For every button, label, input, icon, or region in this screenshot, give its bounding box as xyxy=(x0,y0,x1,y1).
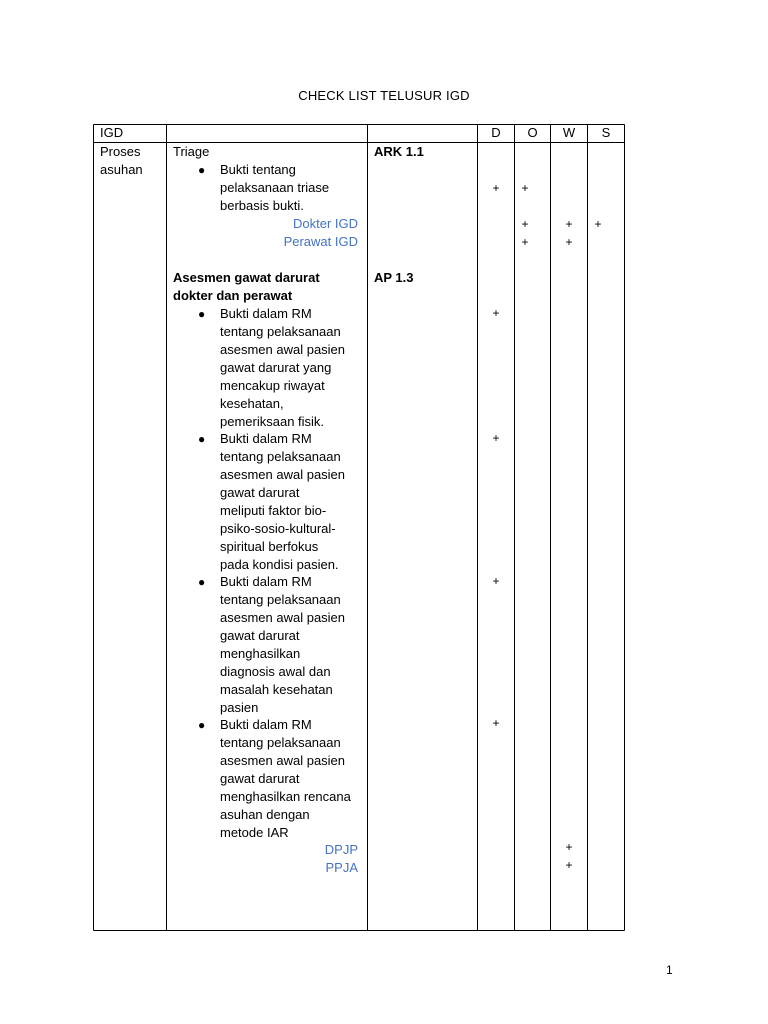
asesmen-line: menghasilkan xyxy=(220,646,301,661)
check-mark-w: + xyxy=(565,840,573,854)
asesmen-role-ppja: PPJA xyxy=(325,860,358,875)
triage-line: Bukti tentang xyxy=(220,162,296,177)
asesmen-line: gawat darurat yang xyxy=(220,360,332,375)
check-mark-d: + xyxy=(492,306,500,320)
asesmen-line: metode IAR xyxy=(220,825,289,840)
header-igd: IGD xyxy=(100,125,124,140)
asesmen-line: Bukti dalam RM xyxy=(220,717,312,732)
asesmen-line: psiko-sosio-kultural- xyxy=(220,521,336,536)
triage-heading: Triage xyxy=(173,144,210,159)
asesmen-line: mencakup riwayat xyxy=(220,378,325,393)
asesmen-role-dpjp: DPJP xyxy=(324,842,358,857)
check-mark-w: + xyxy=(565,235,573,249)
bullet-icon: ● xyxy=(198,432,206,446)
asesmen-line: pasien xyxy=(220,700,259,715)
asesmen-ref: AP 1.3 xyxy=(374,270,414,285)
asesmen-line: tentang pelaksanaan xyxy=(220,735,341,750)
asesmen-line: gawat darurat xyxy=(220,485,300,500)
asesmen-line: Bukti dalam RM xyxy=(220,306,312,321)
header-s: S xyxy=(601,125,611,140)
check-mark-w: + xyxy=(565,217,573,231)
check-mark-d: + xyxy=(492,716,500,730)
asesmen-line: menghasilkan rencana xyxy=(220,789,351,804)
bullet-icon: ● xyxy=(198,307,206,321)
bullet-icon: ● xyxy=(198,575,206,589)
triage-line: pelaksanaan triase xyxy=(220,180,330,195)
asesmen-line: pemeriksaan fisik. xyxy=(220,414,325,429)
asesmen-line: meliputi faktor bio- xyxy=(220,503,327,518)
asesmen-heading-line2: dokter dan perawat xyxy=(173,288,293,303)
asesmen-line: kesehatan, xyxy=(220,396,284,411)
asesmen-line: asesmen awal pasien xyxy=(220,342,346,357)
asesmen-line: gawat darurat xyxy=(220,628,300,643)
asesmen-line: gawat darurat xyxy=(220,771,300,786)
header-o: O xyxy=(527,125,538,140)
asesmen-line: asesmen awal pasien xyxy=(220,467,346,482)
asesmen-heading-line1: Asesmen gawat darurat xyxy=(173,270,320,285)
asesmen-line: asesmen awal pasien xyxy=(220,610,346,625)
check-mark-w: + xyxy=(565,858,573,872)
asesmen-line: tentang pelaksanaan xyxy=(220,449,341,464)
page-title: CHECK LIST TELUSUR IGD xyxy=(298,88,470,103)
asesmen-line: diagnosis awal dan xyxy=(220,664,331,679)
row-label-line1: Proses xyxy=(100,144,141,159)
asesmen-line: asesmen awal pasien xyxy=(220,753,346,768)
triage-ref: ARK 1.1 xyxy=(374,144,424,159)
page-number: 1 xyxy=(666,963,673,977)
check-mark-d: + xyxy=(492,181,500,195)
triage-role-dokter: Dokter IGD xyxy=(292,216,358,231)
asesmen-line: Bukti dalam RM xyxy=(220,431,312,446)
header-d: D xyxy=(491,125,501,140)
asesmen-line: asuhan dengan xyxy=(220,807,310,822)
asesmen-line: spiritual berfokus xyxy=(220,539,319,554)
check-mark-s: + xyxy=(594,217,602,231)
asesmen-line: tentang pelaksanaan xyxy=(220,592,341,607)
asesmen-line: tentang pelaksanaan xyxy=(220,324,341,339)
triage-role-perawat: Perawat IGD xyxy=(283,234,358,249)
row-label-line2: asuhan xyxy=(100,162,143,177)
header-w: W xyxy=(562,125,576,140)
bullet-icon: ● xyxy=(198,718,206,732)
bullet-icon: ● xyxy=(198,163,206,177)
asesmen-line: pada kondisi pasien. xyxy=(220,557,339,572)
triage-line: berbasis bukti. xyxy=(220,198,304,213)
check-mark-d: + xyxy=(492,574,500,588)
check-mark-o: + xyxy=(521,181,529,195)
check-mark-o: + xyxy=(521,217,529,231)
check-mark-o: + xyxy=(521,235,529,249)
asesmen-line: masalah kesehatan xyxy=(220,682,333,697)
asesmen-line: Bukti dalam RM xyxy=(220,574,312,589)
check-mark-d: + xyxy=(492,431,500,445)
